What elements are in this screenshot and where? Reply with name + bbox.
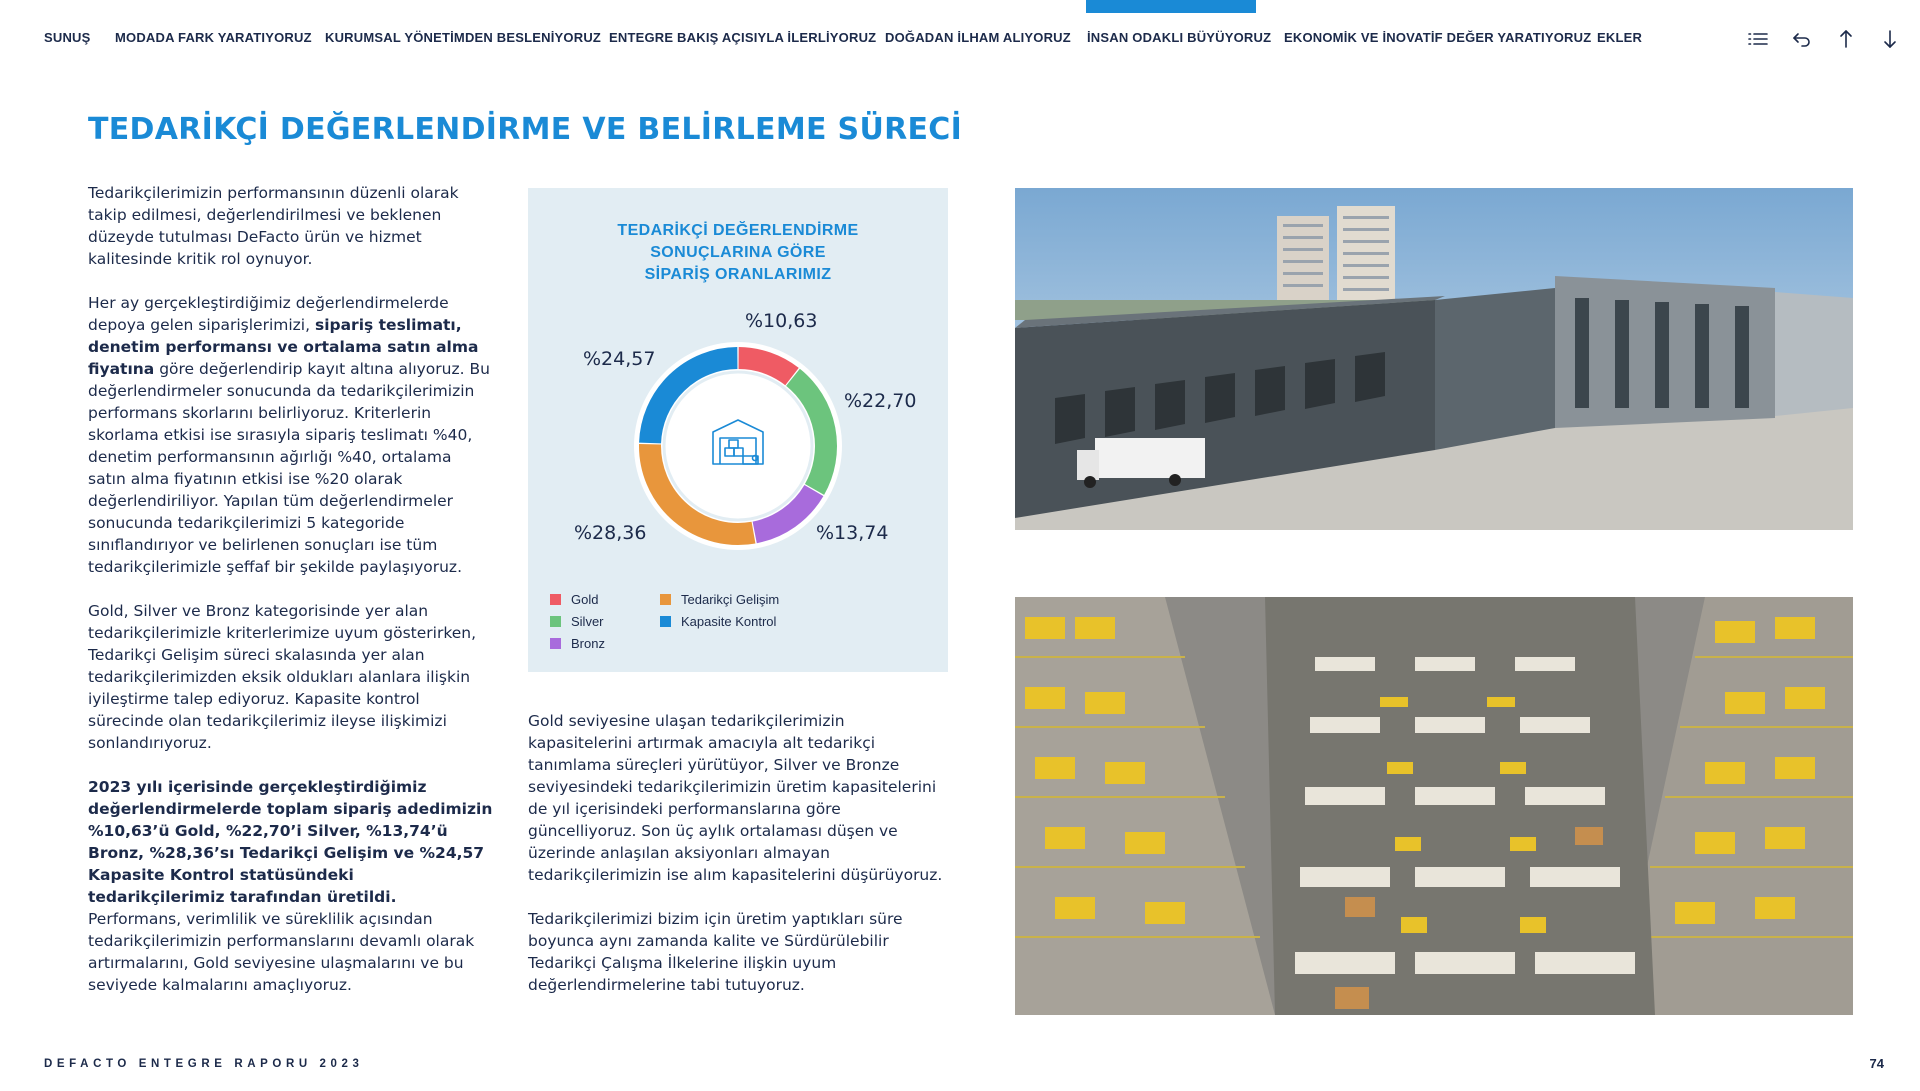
paragraph-evaluation-c: göre değerlendirip kayıt altına alıyoruz. Bu değerlendirmeler sonucunda da tedarikçilerimizin performans skorlarını belirliyoruz. Kriterlerin skorlama etkisi ise sırasıyla sipariş teslimatı %40, denetim performansının ağırlığı %40, ortalama satın alma fiyatının etkisi ise %20 olarak değerlendiriliyor. Yapılan tüm değerlendirmeler sonucunda tedarikçilerimizi 5 kategoride sınıflandırıyor ve belirlenen sonuçları ise tüm tedarikçilerimizle şeffaf bir şekilde paylaşıyoruz. <box>88 360 490 576</box>
paragraph-intro: Tedarikçilerimizin performansının düzenli olarak takip edilmesi, değerlendirilmesi ve beklenen düzeyde tutulması DeFacto ürün ve hizmet kalitesinde kritik rol oynuyor. <box>88 184 459 268</box>
order-ratio-chart <box>528 188 948 672</box>
legend-swatch-kapasite-kontrol <box>660 616 671 627</box>
active-tab-indicator <box>1086 0 1256 13</box>
paragraph-compliance: Tedarikçilerimizi bizim için üretim yaptıkları süre boyunca aynı zamanda kalite ve Sürdürülebilir Tedarikçi Çalışma İlkelerine ilişkin uyum değerlendirmelerine tabi tutuyoruz. <box>528 910 903 994</box>
paragraph-categories: Gold, Silver ve Bronz kategorisinde yer alan tedarikçilerimizle kriterlerimize uyum gösterirken, Tedarikçi Gelişim süreci skalasında yer alan tedarikçilerimizden eksik oldukları alanlara ilişkin iyileştirme talep ediyoruz. Kapasite kontrol sürecinde olan tedarikçilerimiz ileyse ilişkimizi sonlandırıyoruz. <box>88 602 477 752</box>
paragraph-evaluation-bold: sipariş teslimatı, denetim performansı ve ortalama satın alma fiyatına <box>88 316 479 378</box>
legend-swatch-gold <box>550 594 561 605</box>
page-number: 74 <box>1869 1056 1884 1071</box>
paragraph-evaluation-a: Her ay gerçekleştirdiğimiz değerlendirmelerde depoya gelen siparişlerimizi, <box>88 294 449 334</box>
paragraph-results-rest: Performans, verimlilik ve süreklilik açısından tedarikçilerimizin performanslarını devamlı olarak artırmalarını, Gold seviyesine ulaşmalarını ve bu seviyede kalmalarını amaçlıyoruz. <box>88 910 475 994</box>
arrow-down-icon[interactable] <box>1877 26 1903 52</box>
nav-item-modada-fark[interactable]: MODADA FARK YARATIYORUZ <box>115 30 312 45</box>
legend-swatch-bronz <box>550 638 561 649</box>
nav-item-ekler[interactable]: EKLER <box>1597 30 1643 45</box>
legend-label-gold: Gold <box>571 592 599 607</box>
middle-text-column <box>528 710 948 1018</box>
paragraph-results-bold: 2023 yılı içerisinde gerçekleştirdiğimiz değerlendirmelerde toplam sipariş adedimizin %10,63’ü Gold, %22,70’i Silver, %13,74’ü Bronz, %28,36’sı Tedarikçi Gelişim ve %24,57 Kapasite Kontrol statüsündeki tedarikçilerimiz tarafından üretildi. <box>88 778 493 906</box>
legend-label-bronz: Bronz <box>571 636 605 651</box>
legend-item-kapasite-kontrol <box>660 614 776 629</box>
top-navigation <box>0 0 1920 80</box>
legend-label-tedarikci-gelisim: Tedarikçi Gelişim <box>681 592 780 607</box>
warehouse-exterior-photo <box>1015 188 1853 530</box>
paragraph-capacity: Gold seviyesine ulaşan tedarikçilerimizin kapasitelerini artırmak amacıyla alt tedarikçi tanımlama süreçleri yürütüyor, Silver ve Bronze seviyesindeki tedarikçilerimizin üretim kapasitelerini de yıl içerisindeki performanslarına göre güncelliyoruz. Son üç aylık ortalaması düşen ve üzerinde anlaşılan aksiyonları almayan tedarikçilerimizin ise alım kapasitelerini düşürüyoruz. <box>528 712 943 884</box>
pct-label-silver: %22,70 <box>844 390 917 412</box>
legend-item-gold <box>550 592 598 607</box>
nav-item-dogadan-ilham[interactable]: DOĞADAN İLHAM ALIYORUZ <box>885 30 1071 45</box>
back-icon[interactable] <box>1789 26 1815 52</box>
chart-title-line-1: TEDARİKÇİ DEĞERLENDİRME <box>617 222 859 239</box>
legend-item-silver <box>550 614 604 629</box>
legend-item-bronz <box>550 636 605 651</box>
arrow-up-icon[interactable] <box>1833 26 1859 52</box>
legend-swatch-tedarikci-gelisim <box>660 594 671 605</box>
nav-item-insan-odakli[interactable]: İNSAN ODAKLI BÜYÜYORUZ <box>1087 30 1272 45</box>
pct-label-tedarikci-gelisim: %28,36 <box>574 522 647 544</box>
chart-title-line-3: SİPARİŞ ORANLARIMIZ <box>644 266 832 283</box>
list-icon[interactable] <box>1745 26 1771 52</box>
pct-label-bronz: %13,74 <box>816 522 889 544</box>
page-title: TEDARİKÇİ DEĞERLENDİRME VE BELİRLEME SÜRECİ <box>88 112 963 147</box>
legend-item-tedarikci-gelisim <box>660 592 779 607</box>
nav-item-sunus[interactable]: SUNUŞ <box>44 30 91 45</box>
legend-label-kapasite-kontrol: Kapasite Kontrol <box>681 614 777 629</box>
legend-label-silver: Silver <box>571 614 604 629</box>
chart-title-line-2: SONUÇLARINA GÖRE <box>650 244 826 261</box>
pct-label-kapasite-kontrol: %24,57 <box>583 348 656 370</box>
nav-item-ekonomik-inovatif[interactable]: EKONOMİK VE İNOVATİF DEĞER YARATIYORUZ <box>1284 30 1592 45</box>
nav-item-entegre-bakis[interactable]: ENTEGRE BAKIŞ AÇISIYLA İLERLİYORUZ <box>609 30 877 45</box>
footer-report-name: DEFACTO ENTEGRE RAPORU 2023 <box>44 1058 364 1070</box>
pct-label-gold: %10,63 <box>745 310 818 332</box>
paragraph-evaluation <box>88 292 493 578</box>
paragraph-results <box>88 776 493 996</box>
warehouse-interior-photo <box>1015 597 1853 1015</box>
legend-swatch-silver <box>550 616 561 627</box>
left-text-column <box>88 182 493 1018</box>
nav-item-kurumsal-yonetim[interactable]: KURUMSAL YÖNETİMDEN BESLENİYORUZ <box>325 30 602 45</box>
